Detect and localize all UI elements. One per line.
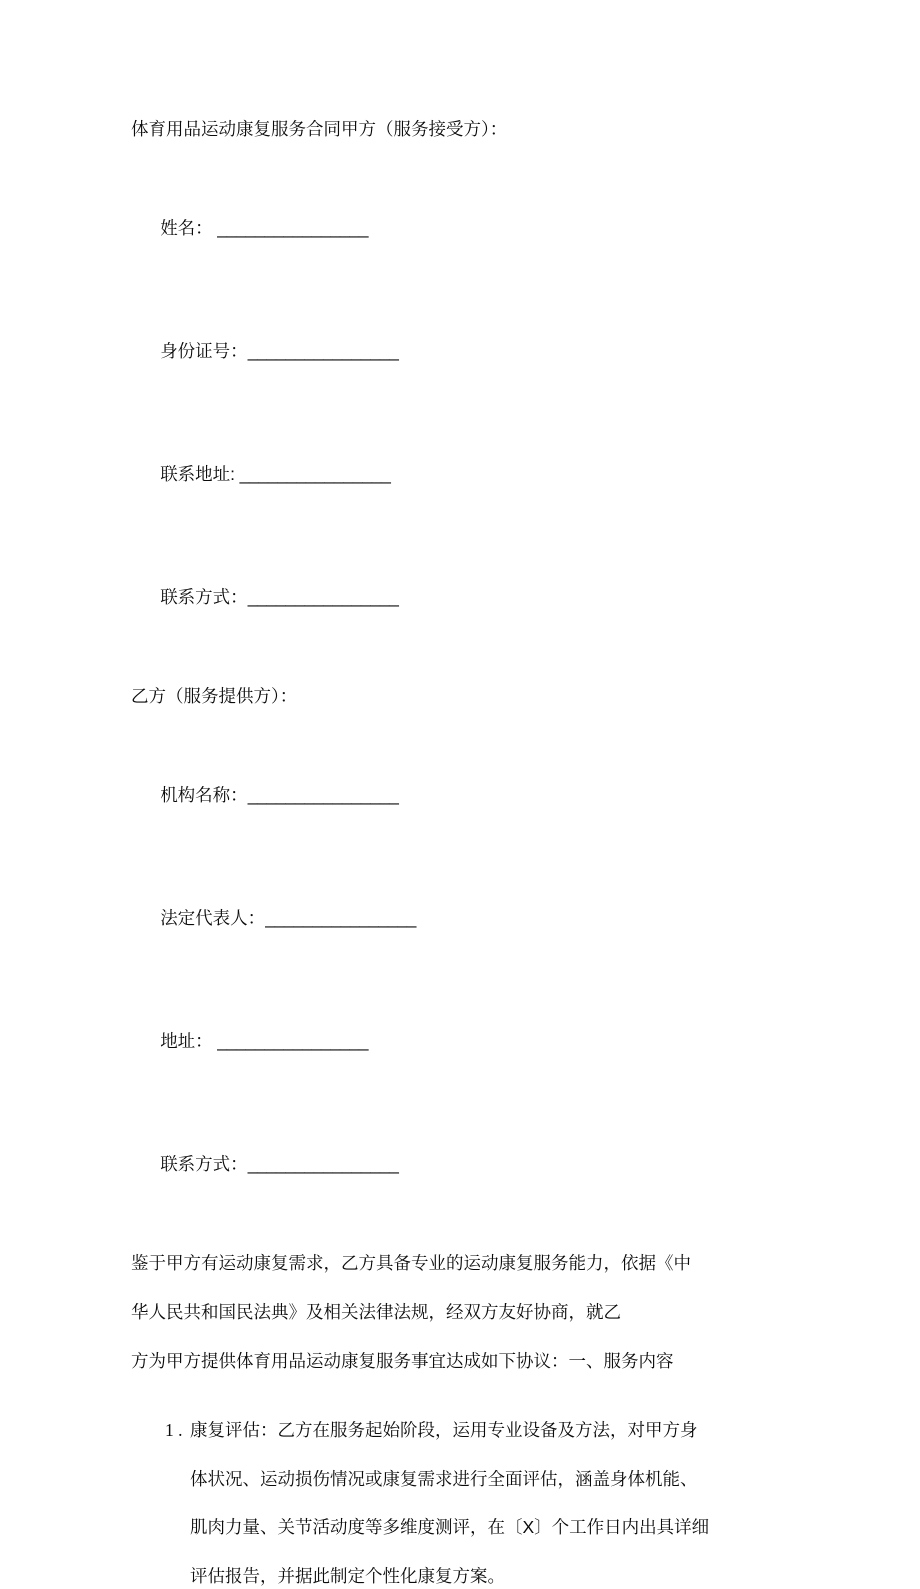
contract-title: 体育用品运动康复服务合同甲方（服务接受方）： bbox=[131, 119, 508, 139]
field-row-name bbox=[131, 194, 796, 265]
field-row-organization-name bbox=[131, 761, 796, 832]
recital-line: 鉴于甲方有运动康复需求，乙方具备专业的运动康复服务能力，依据《中 bbox=[131, 1253, 691, 1274]
field-label-address: 联系地址: bbox=[160, 464, 236, 484]
field-label-organization-name: 机构名称： bbox=[160, 785, 248, 806]
field-row-legal-representative bbox=[131, 884, 796, 955]
field-blank-party-b-address[interactable]: ________________ bbox=[212, 1031, 369, 1052]
party-b-heading: 乙方（服务提供方）： bbox=[131, 686, 298, 707]
field-label-legal-representative: 法定代表人： bbox=[160, 908, 266, 929]
clause-line: 评估报告，并据此制定个性化康复方案。 bbox=[190, 1566, 505, 1586]
field-label-party-b-address: 地址： bbox=[160, 1031, 213, 1052]
field-blank-organization-name[interactable]: ________________ bbox=[247, 785, 399, 806]
field-row-address bbox=[131, 439, 796, 510]
field-label-name: 姓名： bbox=[160, 218, 213, 239]
field-blank-address[interactable]: ________________ bbox=[235, 464, 391, 484]
field-blank-legal-representative[interactable]: ________________ bbox=[265, 908, 417, 929]
clause-line: 康复评估：乙方在服务起始阶段，运用专业设备及方法，对甲方身 bbox=[190, 1420, 698, 1441]
clause-line: 肌肉力量、关节活动度等多维度测评，在〔X〕个工作日内出具详细 bbox=[190, 1517, 710, 1538]
document-body bbox=[131, 118, 796, 1589]
field-label-phone: 联系方式： bbox=[160, 586, 248, 607]
field-row-party-b-address bbox=[131, 1007, 796, 1078]
field-row-id-number bbox=[131, 317, 796, 388]
field-blank-party-b-phone[interactable]: ________________ bbox=[247, 1154, 399, 1174]
clause-item bbox=[165, 1419, 771, 1589]
recital-line: 方为甲方提供体育用品运动康复服务事宜达成如下协议：一、服务内容 bbox=[131, 1350, 674, 1371]
field-blank-name[interactable]: ________________ bbox=[212, 218, 369, 239]
field-blank-id-number[interactable]: ________________ bbox=[247, 341, 399, 362]
recital-line: 华人民共和国民法典》及相关法律法规，经双方友好协商，就乙 bbox=[131, 1301, 621, 1322]
field-label-party-b-phone: 联系方式： bbox=[160, 1154, 248, 1174]
field-row-phone bbox=[131, 562, 796, 633]
field-label-id-number: 身份证号： bbox=[160, 341, 248, 362]
clause-marker: 1 . bbox=[165, 1420, 183, 1441]
field-row-party-b-phone bbox=[131, 1129, 796, 1200]
clause-line: 体状况、运动损伤情况或康复需求进行全面评估，涵盖身体机能、 bbox=[190, 1468, 698, 1489]
field-blank-phone[interactable]: ________________ bbox=[247, 586, 399, 607]
recital-paragraph bbox=[131, 1252, 796, 1373]
